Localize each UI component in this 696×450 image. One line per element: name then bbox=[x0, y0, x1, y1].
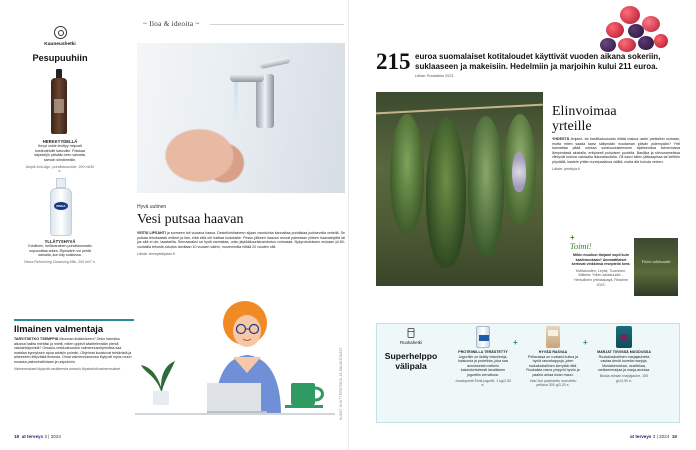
herbs-lead: YHDESTÄ bbox=[552, 137, 570, 141]
water-source: Lähde: terveyskirjasto.fi bbox=[137, 251, 175, 256]
snack-product-flax bbox=[525, 326, 581, 388]
right-page-number: 19 bbox=[671, 434, 677, 439]
snack-title-2: välipala bbox=[395, 361, 427, 371]
book-cover bbox=[634, 238, 678, 296]
hanging-herbs-photo bbox=[376, 92, 543, 286]
snack-products-box bbox=[376, 323, 680, 423]
water-title: Vesi putsaa haavan bbox=[137, 212, 244, 228]
product-1-source: Atopik Anti-Age -puhdistusvoide, 200 ml/30 e. bbox=[25, 164, 95, 174]
tip-text: Mihin muuhun timjami sopii kuin kaalinruokaan? Ammattilaiset kertovat vinkkinsä resepteiin kera. bbox=[571, 253, 631, 267]
section-header-rule bbox=[210, 24, 344, 25]
nivea-bottle-image bbox=[14, 178, 106, 236]
snack-category: Ruokahetki bbox=[400, 340, 422, 345]
flax-name: HYVÄÄ RASVAA bbox=[538, 350, 568, 354]
hand-washing-photo bbox=[137, 43, 345, 193]
yogurt-image bbox=[476, 326, 490, 348]
stat-source: Lähde: Ruokatieto 2023. bbox=[415, 74, 455, 78]
book-title: Yrtien salaisuudet bbox=[641, 259, 671, 264]
berry-powder-name: MARJAT TIIVIISSÄ MUODOSSA bbox=[597, 350, 651, 354]
laptop bbox=[207, 383, 261, 415]
stat-text: euroa suomalaiset kotitaloudet käyttivät vuoden aikana sokeriin, suklaaseen ja makeisiin. Hedelmiin ja marjoihin kului 211 euroa. bbox=[415, 52, 661, 71]
water-body: ja sormeen tuli vuotava haava. Desinfiointiaineen sijaan vaonkohta kannattaa puhdistaa juoksevalla vedellä. Se putsaa tehokkaasti eritteet ja lian, eikä siitä ole haittaa kudoksille. Pesun jälkeen haavan reunat painetaan yhteen haavateipillä tai jos sitä ei ole, laastarilla. Seuraavaksi on hyvä varmistaa, onko jäykkäkouristusrokotus voimassa. Nykyrokotuksen mukaan yli 60-vuotiailla tehoste-rokotus tarvitaan 10 vuoden välein, nuoremmilla riittää 20 vuoden väli. bbox=[137, 231, 345, 250]
herbs-article bbox=[552, 104, 680, 171]
left-brand: at terveys bbox=[21, 434, 44, 439]
fridge-icon bbox=[406, 328, 416, 338]
snack-heading bbox=[383, 328, 439, 371]
tip-title: Toimi! bbox=[570, 242, 592, 251]
tip-source: Kotitalouden, Lepist, Tuominen, Mäkela: Yrtien salaisuudet – Herkullinen yrtiniaapayä, Readme 2023. bbox=[574, 268, 628, 287]
water-article bbox=[137, 205, 345, 256]
left-issue: 3 | 2024 bbox=[44, 434, 61, 439]
product-1-name: HERKKYYDELLÄ bbox=[42, 139, 78, 144]
flax-source: Vasi Juh paahdettu murutettu pellava 300 g/3,20 e. bbox=[529, 378, 577, 388]
yogurt-name: PROTEIINILLA TERÄSTETTY bbox=[458, 350, 508, 354]
product-2-source: Nivea Refreshing Cleansing Milk, 200 ml/7 e. bbox=[24, 259, 96, 264]
plus-separator-2: + bbox=[583, 338, 588, 347]
snack-title-1: Superhelppo bbox=[384, 351, 438, 361]
berries-photo bbox=[600, 6, 670, 54]
herbs-source: Lähde: jamikyla.fi bbox=[552, 166, 580, 171]
sidebar-title: Pesupuuhiin bbox=[32, 53, 88, 63]
snack-product-berry-powder bbox=[595, 326, 653, 383]
coach-article bbox=[14, 323, 132, 371]
beauty-sidebar bbox=[14, 26, 106, 316]
faucet-illustration bbox=[226, 60, 290, 130]
snack-product-yogurt bbox=[455, 326, 511, 388]
berry-powder-image bbox=[616, 326, 632, 348]
section-header: ~ Iloa & ideoita ~ bbox=[143, 20, 200, 28]
yogurt-text: Jogurttiin on lisätty vitamiineja, kalsiumia ja proteiinia, joka saa annoksesta melkein kaksinkertaisesti tavalliseen jogurttiin verrattuna. bbox=[458, 354, 508, 377]
coach-illustration bbox=[135, 295, 335, 415]
flax-text: Pellavassa on ruokaisi kuitua ja hyviä rasvahappoja, joten ruokaluokallinen kerrytää niitä. Ruokaista rasva ympyröi hyviin ja paahto antaa kivan maun. bbox=[526, 354, 580, 377]
makeup-mirror-icon bbox=[54, 26, 67, 39]
herbs-title-2: yrteille bbox=[552, 119, 592, 134]
herbs-body: timjami- tai basilikaruukusta riittää makua usein pariksikin ruokaan, mutta miten saada kasvi säilymään muutaman päivän pidempään? Yrtit kannattaa pitää omissa soraisuusisteeseen sijaitsevissa taimenoissa lämpimässä alustalla, erityisesti pohjoisen puolella. Basilika ja sitruunamelissa viihtyvät kotona valoisalla ikkunalaudalla. Oli kasvi sitten jääkaapissa tai keittiön pöydällä, kastele yrttien turvepaakkua väliltä, mutta älä hukuta veteen. bbox=[552, 137, 681, 164]
plant-leaves bbox=[141, 361, 175, 391]
plus-separator-1: + bbox=[513, 338, 518, 347]
sidebar-category: Kauneushetki bbox=[44, 42, 76, 47]
stat-number: 215 bbox=[376, 49, 411, 74]
product-2-name: YLLÄTYSHYVÄ bbox=[44, 238, 76, 244]
left-page-number: 18 bbox=[14, 434, 20, 439]
product-2-text: Edullinen, hellävarainen puhdistusmaito sopusoittaa arkea. Ripsivärin voi pestä samalla, kun käy sulkiossa. bbox=[28, 244, 92, 258]
left-folio bbox=[14, 434, 61, 439]
spine-divider bbox=[348, 0, 349, 450]
coach-body: liikunnan lisäämiseen? Onko harmitus alkanut hallita mieltäsi ja mietit, miten oppisit käsittelemään pieniä vastoinkäymisiä? Omaolo-verkkosivuston valmennusohjelmista saa matalan kynnyksen apua arkisiin pulmiin. Ohjelmat koostuvat tehtävistä ja aiheeseen liittyvästä tiedosta. Omat valmennuksensa löytyvät myös muun muassa painonhallintaan ja unipulmiin. bbox=[14, 337, 132, 364]
photo-credit: KUVAT SHUTTERSTOCK JA VALMISTAJAT bbox=[339, 347, 343, 420]
berry-powder-text: Ruokalusikallinen marjajauhetta vastaa desiä tuoreita marjoja. Mustaherukkaa, mustikkaa, variksenmarjaa ja marja-aroniaa. bbox=[597, 354, 651, 373]
right-brand: at terveys bbox=[630, 434, 652, 439]
plant-pot bbox=[153, 391, 169, 405]
coach-title: Ilmainen valmentaja bbox=[14, 323, 104, 334]
water-lead: VEITSI LIPSAHTI bbox=[137, 231, 166, 236]
coach-source: Valmennukset löytyvät osoitteesta omaolo.fi/palvelut/valmennukset bbox=[14, 366, 121, 371]
water-kicker: Hyvä uutinen bbox=[137, 204, 167, 210]
flax-image bbox=[546, 326, 560, 348]
berry-powder-source: Biokia arinian marjajauhe, 150 g/14,90 e. bbox=[599, 373, 649, 383]
coach-lead: TARVITSETKO TSEMPPIÄ bbox=[14, 337, 59, 341]
tip-plus: + bbox=[570, 233, 575, 242]
tip-box bbox=[570, 234, 632, 287]
coach-rule bbox=[14, 319, 134, 321]
product-1-text: Kevyt voide levittyy helposti kosteutetulle kasvoille. Poiskaa säyskeljin päivään teen vaivatta, samoin silmämeikin. bbox=[34, 144, 86, 163]
coffee-mug bbox=[291, 383, 315, 405]
right-folio bbox=[630, 434, 677, 439]
right-issue: 3 | 2024 bbox=[652, 434, 670, 439]
nivea-label: NIVEA bbox=[54, 202, 68, 210]
herbs-title-1: Elinvoimaa bbox=[552, 104, 617, 119]
atopik-bottle-image bbox=[14, 69, 106, 135]
yogurt-source: Juustoportti Elviä jogurtti, 1 kg/2,90 e. bbox=[455, 378, 511, 388]
